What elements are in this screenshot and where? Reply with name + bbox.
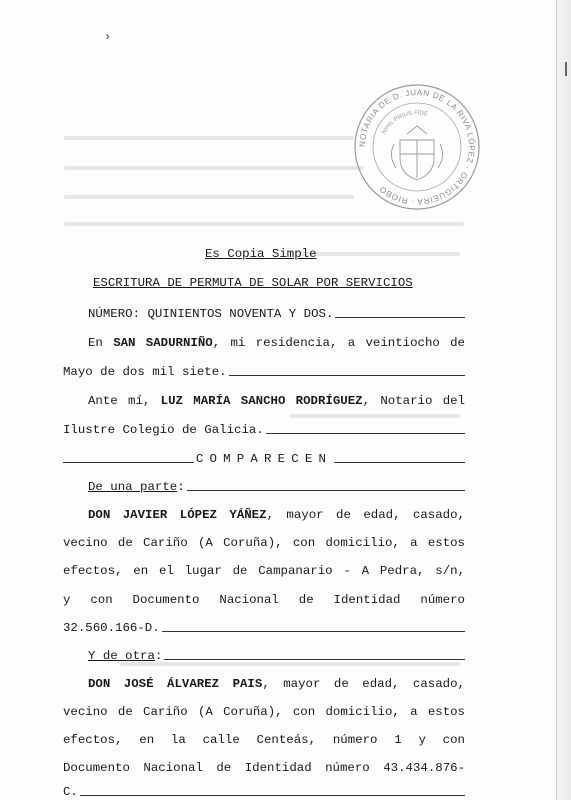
parte2-l4-text: Documento Nacional de Identidad número 43.434.876-: [63, 761, 465, 775]
fill-line: [164, 659, 465, 660]
seal-shield-icon: [391, 126, 442, 180]
parte2-l1-post: , mayor de edad, casado,: [262, 677, 465, 691]
parte1-line3: [63, 561, 465, 581]
parte2-line3: [63, 730, 465, 750]
fill-line: [63, 462, 194, 463]
fill-line: [334, 462, 465, 463]
fill-line: [162, 631, 465, 632]
parte2-line1: [88, 674, 465, 694]
fill-line: [335, 317, 465, 318]
document-title: ESCRITURA DE PERMUTA DE SOLAR POR SERVICIOS: [93, 276, 413, 290]
fill-line: [187, 490, 465, 491]
parte1-l5-text: 32.560.166-D.: [63, 621, 160, 635]
parte1-l3-text: efectos, en el lugar de Campanario - A Pedra, s/n,: [63, 564, 465, 578]
parte2-l1-text: [88, 674, 465, 694]
parte1-line4: [63, 590, 465, 610]
numero-text: NÚMERO: QUINIENTOS NOVENTA Y DOS.: [88, 307, 334, 321]
fill-line: [266, 433, 465, 434]
colegio-text: Ilustre Colegio de Galicia.: [63, 423, 264, 437]
page-edge-shadow: [557, 0, 571, 800]
parte1-l4-text: y con Documento Nacional de Identidad número: [63, 593, 465, 607]
parte1-label: De una parte: [88, 480, 178, 494]
corner-mark: ›: [104, 30, 112, 44]
lugar-pre: En: [88, 336, 114, 350]
parte2-l5-text: C.: [63, 785, 78, 799]
seal-outer-text: NOTARIA DE D. JUAN DE LA RIVA LÓPEZ · ORTIGUEIRA · RIOBO: [357, 87, 477, 207]
bleed-through-line: [64, 222, 464, 226]
parte2-line4: [63, 758, 465, 778]
notario-text: [88, 391, 465, 411]
parte1-line1: [88, 505, 465, 525]
notario-bold: LUZ MARÍA SANCHO RODRÍGUEZ: [160, 394, 363, 408]
parte2-name: DON JOSÉ ÁLVAREZ PAIS: [88, 677, 263, 691]
parte1-colon: :: [177, 480, 185, 494]
notario-post: , Notario del: [362, 394, 466, 408]
parte2-l3-text: efectos, en la calle Centeás, número 1 y con: [63, 733, 465, 747]
bleed-through-line: [64, 166, 364, 170]
parte1-l1-post: , mayor de edad, casado,: [266, 508, 465, 522]
parte2-label-line: [88, 646, 465, 666]
parte1-label-line: [88, 477, 465, 497]
parte1-l2-text: vecino de Cariño (A Coruña), con domicilio, a estos: [63, 536, 465, 550]
parte2-line2: [63, 702, 465, 722]
notario-line: [88, 391, 465, 411]
parte2-label: Y de otra: [88, 649, 155, 663]
bleed-through-line: [290, 414, 460, 418]
document-header: Es Copia Simple: [205, 247, 317, 261]
colegio-line: [63, 420, 465, 440]
parte1-name: DON JAVIER LÓPEZ YÁÑEZ: [88, 508, 267, 522]
parte1-line5: [63, 618, 465, 638]
notary-seal-stamp: [352, 82, 482, 212]
bleed-through-line: [64, 195, 354, 199]
comparecen-heading: COMPARECEN: [195, 452, 333, 466]
lugar-line: [88, 333, 465, 353]
fecha-line: [63, 362, 465, 382]
edge-mark: [565, 62, 567, 76]
fecha-text: Mayo de dos mil siete.: [63, 365, 227, 379]
comparecen-line: [63, 449, 465, 469]
lugar-bold: SAN SADURNIÑO: [113, 336, 213, 350]
parte2-line5: [63, 782, 465, 802]
numero-line: [88, 304, 465, 324]
fill-line: [229, 375, 465, 376]
notario-pre: Ante mí,: [88, 394, 161, 408]
bleed-through-line: [300, 252, 460, 256]
seal-inner-text: NIHIL PRIUS FIDE: [381, 110, 429, 136]
parte2-colon: :: [154, 649, 163, 663]
parte1-l1-text: [88, 505, 465, 525]
parte1-line2: [63, 533, 465, 553]
lugar-text: [88, 333, 465, 353]
parte2-l2-text: vecino de Cariño (A Coruña), con domicilio, a estos: [63, 705, 465, 719]
lugar-post: , mi residencia, a veintiocho de: [212, 336, 465, 350]
bleed-through-line: [64, 136, 354, 140]
fill-line: [80, 795, 465, 796]
